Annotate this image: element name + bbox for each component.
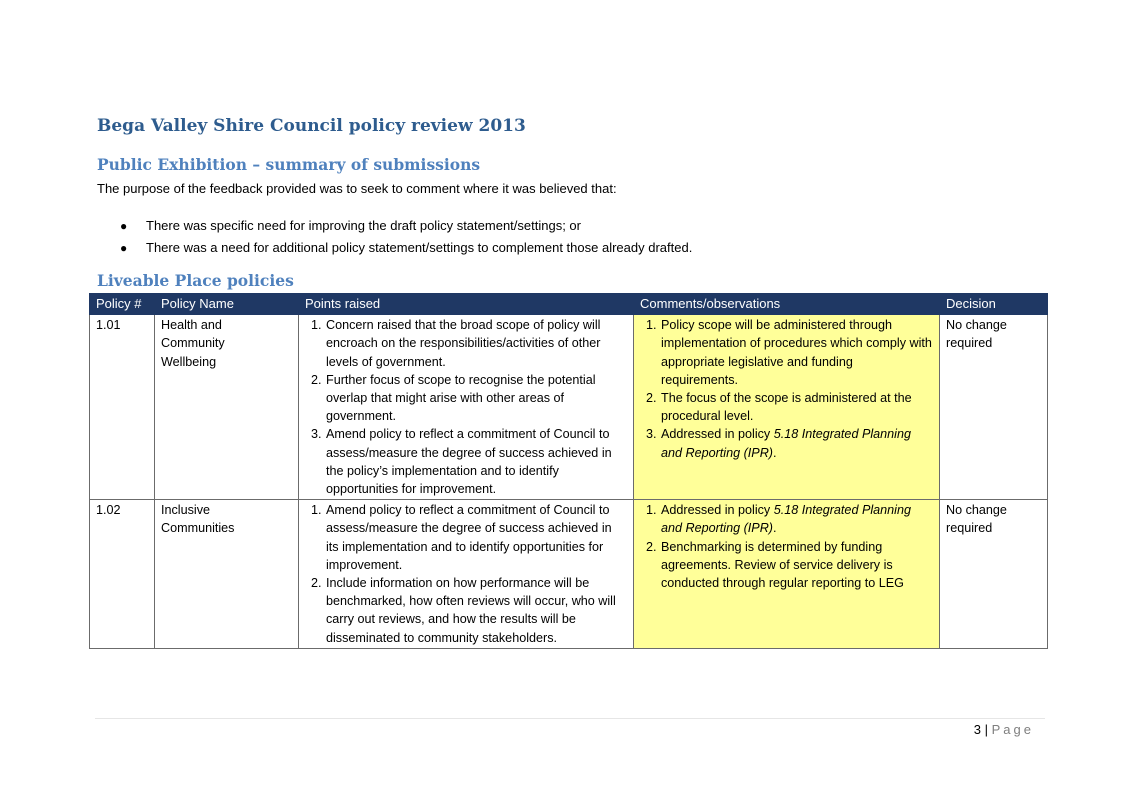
table-row [90, 315, 1048, 500]
footer-divider [95, 718, 1045, 719]
table-header-row [90, 294, 1048, 315]
cell-comments [634, 500, 940, 649]
bullet-text: There was specific need for improving the draft policy statement/settings; or [146, 218, 581, 233]
list-item [120, 215, 692, 237]
page-number: 3 [973, 722, 981, 737]
section-heading: Liveable Place policies [97, 271, 294, 290]
list-item [120, 237, 692, 259]
cell-decision: No change required [940, 500, 1048, 649]
policy-name-text: Inclusive Communities [161, 503, 235, 536]
bullet-list [120, 215, 692, 259]
page-label: Page [991, 722, 1034, 737]
point-item: 2. Include information on how performance will be benchmarked, how often reviews will occur, who will carry out reviews, and how the results will be disseminated to community stakeholders. [325, 574, 627, 647]
bullet-text: There was a need for additional policy statement/settings to complement those already drafted. [146, 240, 693, 255]
cell-decision: No change required [940, 315, 1048, 500]
header-policy-no: Policy # [90, 294, 155, 315]
cell-comments [634, 315, 940, 500]
comment-item [660, 501, 933, 537]
point-item: 2. Further focus of scope to recognise the potential overlap that might arise with other areas of government. [325, 371, 627, 426]
comment-item [660, 425, 933, 461]
header-decision: Decision [940, 294, 1048, 315]
cell-policy-name [155, 500, 299, 649]
bullet-icon: ● [120, 219, 128, 233]
header-points-raised: Points raised [299, 294, 634, 315]
header-policy-name: Policy Name [155, 294, 299, 315]
comment-prefix: Addressed in policy [661, 427, 774, 442]
cell-points-raised [299, 500, 634, 649]
header-comments: Comments/observations [634, 294, 940, 315]
cell-points-raised [299, 315, 634, 500]
policy-table [89, 293, 1048, 649]
bullet-icon: ● [120, 241, 128, 255]
policy-reference: 5.18 Integrated Planning and Reporting (IPR) [661, 503, 911, 536]
comment-item: 2. The focus of the scope is administered at the procedural level. [660, 389, 933, 425]
point-item: 1. Concern raised that the broad scope of policy will encroach on the responsibilities/activities of other levels of government. [325, 316, 627, 371]
policy-name-text: Health and Community Wellbeing [161, 318, 225, 369]
comment-item: 1. Policy scope will be administered through implementation of procedures which comply with appropriate legislative and funding requirements. [660, 316, 933, 389]
comment-item: 2. Benchmarking is determined by funding agreements. Review of service delivery is conducted through regular reporting to LEG [660, 538, 933, 593]
cell-policy-no: 1.02 [90, 500, 155, 649]
policy-reference: 5.18 Integrated Planning and Reporting (IPR) [661, 427, 911, 460]
table-row [90, 500, 1048, 649]
intro-paragraph: The purpose of the feedback provided was to seek to comment where it was believed that: [97, 181, 617, 196]
cell-policy-no: 1.01 [90, 315, 155, 500]
footer-separator: | [984, 722, 988, 737]
point-item: 3. Amend policy to reflect a commitment of Council to assess/measure the degree of success achieved in the policy’s implementation and to identify opportunities for improvement. [325, 425, 627, 498]
document-title: Bega Valley Shire Council policy review 2013 [97, 116, 526, 136]
comment-suffix: . [773, 521, 777, 536]
cell-policy-name [155, 315, 299, 500]
comment-prefix: Addressed in policy [661, 503, 774, 518]
page-footer [974, 722, 1034, 737]
point-item: 1. Amend policy to reflect a commitment of Council to assess/measure the degree of success achieved in its implementation and to identify opportunities for improvement. [325, 501, 627, 574]
section-subtitle: Public Exhibition – summary of submissions [97, 155, 481, 174]
comment-suffix: . [773, 445, 777, 460]
